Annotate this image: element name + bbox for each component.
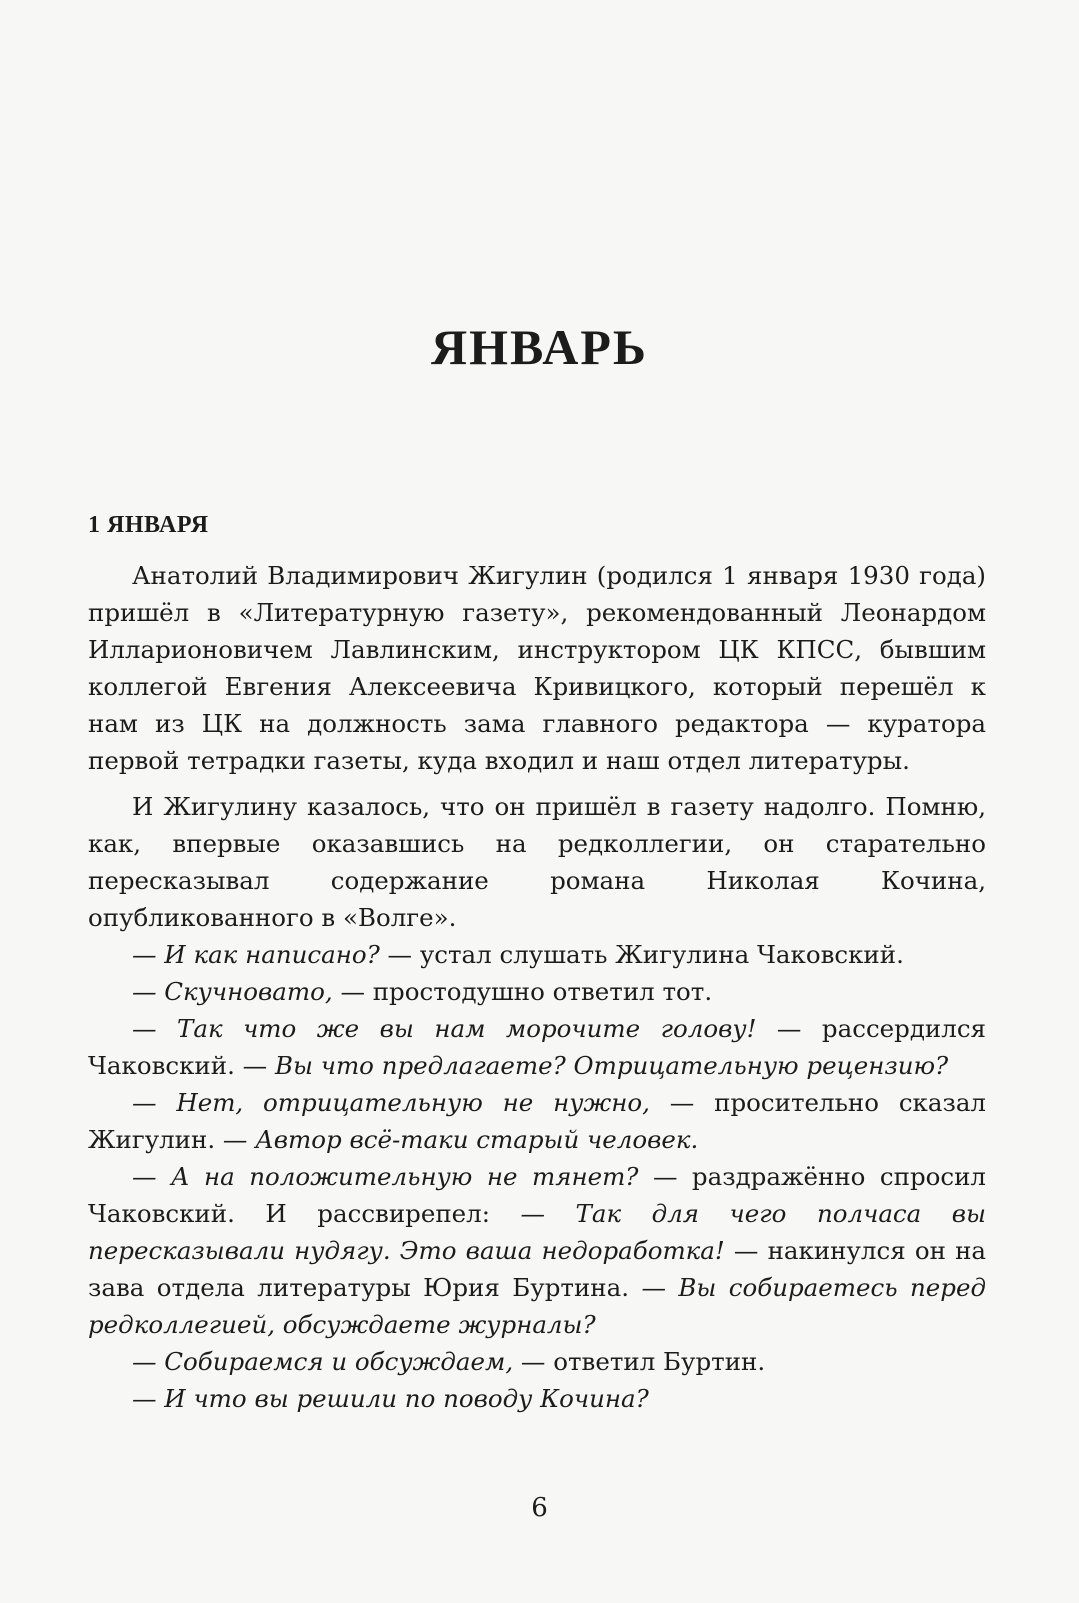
dialogue-line xyxy=(88,936,986,973)
dialogue-line xyxy=(88,1010,986,1084)
narration: — раздражённо спросил Чаковский. И рассвирепел: xyxy=(88,1162,986,1228)
date-heading: 1 ЯНВАРЯ xyxy=(88,512,209,538)
chapter-title: ЯНВАРЬ xyxy=(431,319,648,375)
dialogue-speech: — Вы что предлагаете? Отрицательную рецензию? xyxy=(242,1051,949,1080)
page-number: 6 xyxy=(531,1493,548,1523)
narration: — рассердился Чаковский. xyxy=(88,1014,986,1080)
narration: — накинулся он на зава отдела литературы Юрия Буртина. xyxy=(88,1236,987,1302)
dialogue-speech: — Вы собираетесь перед редколлегией, обсуждаете журналы? xyxy=(88,1273,986,1339)
paragraph: И Жигулину казалось, что он пришёл в газету надолго. Помню, как, впервые оказавшись на редколлегии, он старательно пересказывал содержание романа Николая Кочина, опубликованного в «Волге». xyxy=(88,792,986,932)
narration: — простодушно ответил тот. xyxy=(332,977,713,1006)
dialogue-speech: — Так что же вы нам морочите голову! xyxy=(132,1014,757,1043)
dialogue-line xyxy=(88,1343,986,1380)
dialogue-speech: — Нет, отрицательную не нужно, xyxy=(132,1088,650,1117)
dialogue-speech: — И как написано? xyxy=(132,940,380,969)
dialogue-speech: — Скучновато, xyxy=(132,977,333,1006)
dialogue-speech: — Автор всё-таки старый человек. xyxy=(222,1125,699,1154)
dialogue-line xyxy=(88,1158,986,1343)
paragraph: Анатолий Владимирович Жигулин (родился 1 января 1930 года) пришёл в «Литературную газету», рекомендованный Леонардом Илларионовичем Лавлинским, инструктором ЦК КПСС, бывшим коллегой Евгения Алексеевича Кривицкого, который перешёл к нам из ЦК на должность зама главного редактора — куратора первой тетрадки газеты, куда входил и наш отдел литературы. xyxy=(88,561,986,775)
dialogue-speech: — А на положительную не тянет? xyxy=(132,1162,639,1191)
dialogue-line xyxy=(88,1084,986,1158)
body-text xyxy=(88,557,986,1417)
narration: — просительно сказал Жигулин. xyxy=(88,1088,986,1154)
dialogue-line xyxy=(88,973,986,1010)
dialogue-speech: — Собираемся и обсуждаем, xyxy=(132,1347,514,1376)
narration: — устал слушать Жигулина Чаковский. xyxy=(379,940,904,969)
narration: — ответил Буртин. xyxy=(513,1347,766,1376)
dialogue-speech: — И что вы решили по поводу Кочина? xyxy=(132,1384,649,1413)
dialogue-line xyxy=(88,1380,986,1417)
dialogue-speech: — Так для чего полчаса вы пересказывали нудягу. Это ваша недоработка! xyxy=(88,1199,986,1265)
